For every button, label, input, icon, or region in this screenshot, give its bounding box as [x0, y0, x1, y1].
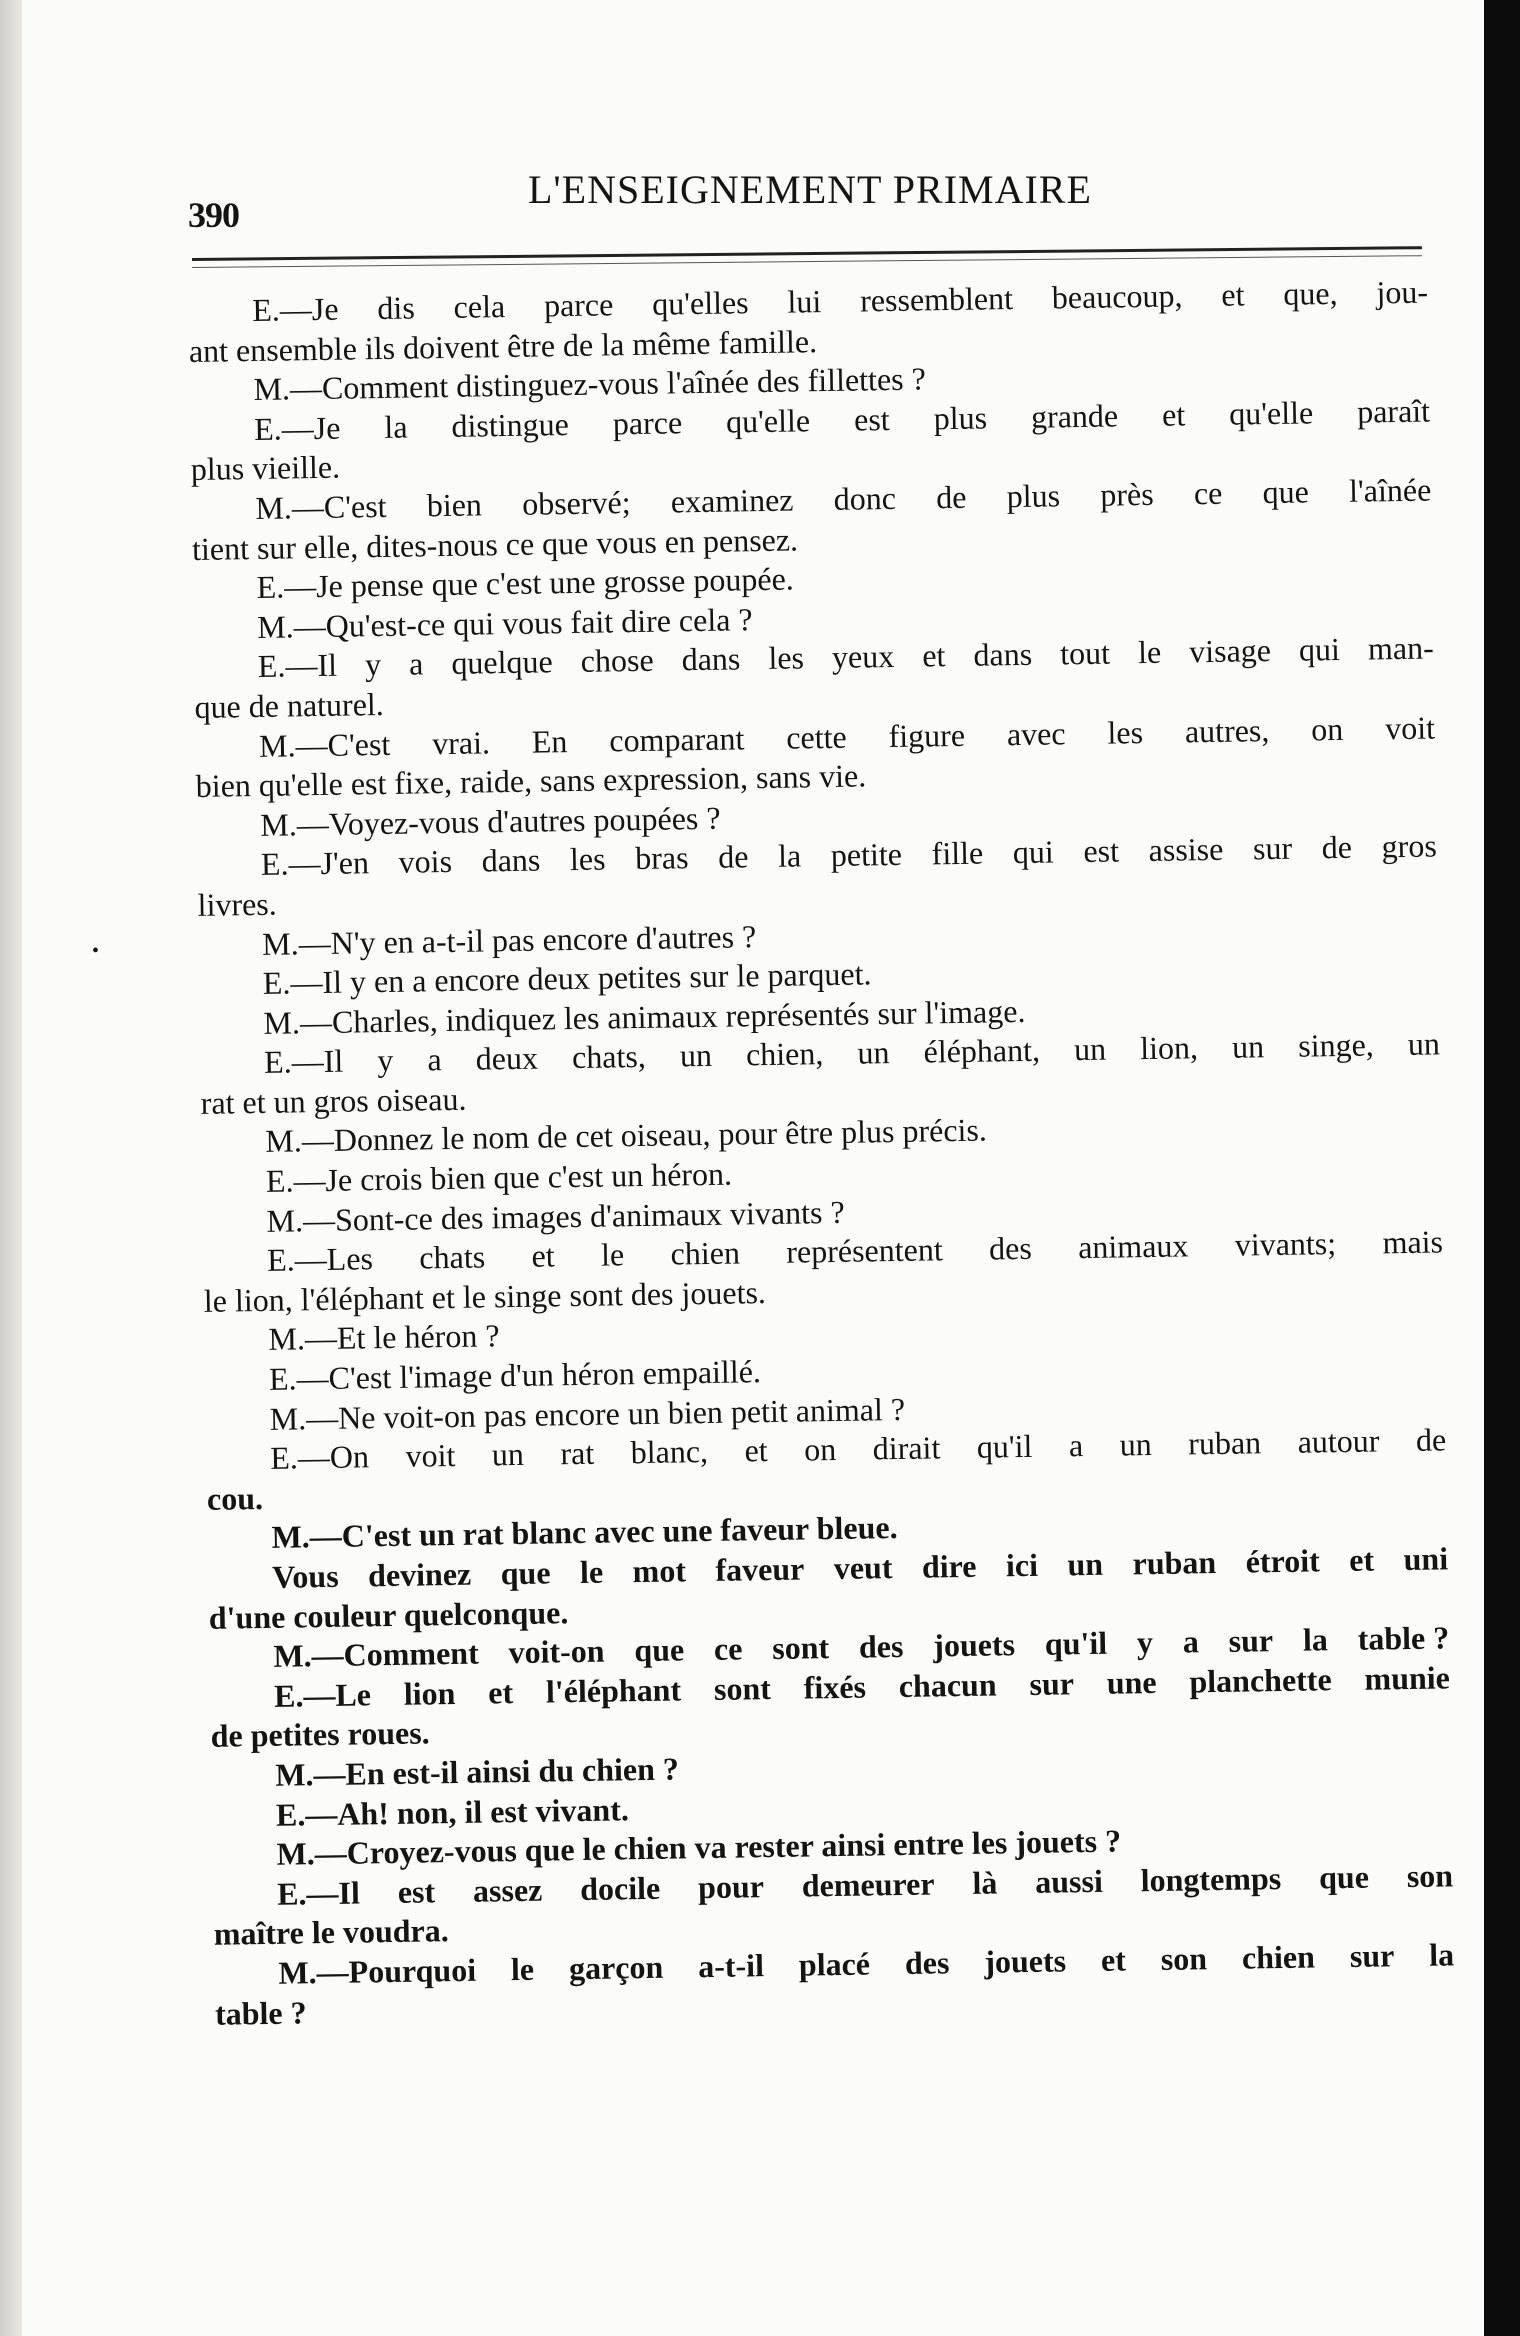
word: vivants;	[1234, 1225, 1337, 1263]
word: des	[988, 1230, 1033, 1267]
word: mais	[1382, 1223, 1444, 1261]
word: y	[377, 1042, 394, 1079]
word: E.—Ah! non, il est vivant.	[275, 1790, 630, 1833]
word: de petites roues.	[210, 1714, 430, 1755]
word: jouets	[984, 1942, 1067, 1980]
word: d'une couleur quelconque.	[208, 1593, 569, 1636]
word: l'aînée	[1348, 471, 1432, 509]
word: la	[1302, 1621, 1329, 1658]
word: M.—Donnez le nom de cet oiseau, pour être plus précis.	[265, 1112, 988, 1160]
word: que	[634, 1631, 685, 1669]
word: sont	[713, 1669, 772, 1707]
word: y	[364, 646, 382, 683]
word: examinez	[670, 481, 794, 520]
word: de	[935, 478, 967, 516]
word: singe,	[1297, 1026, 1375, 1064]
word: M.—Comment distinguez-vous l'aînée des fillettes ?	[253, 360, 927, 408]
word: gros	[1381, 827, 1438, 865]
word: sur	[1252, 830, 1293, 867]
word: cela	[453, 288, 506, 325]
word: chose	[580, 642, 654, 680]
word: M.—Voyez-vous d'autres poupées ?	[260, 799, 721, 843]
word: est	[397, 1873, 436, 1910]
word: chats,	[571, 1038, 647, 1076]
word: vois	[398, 843, 453, 881]
word: Vous	[271, 1557, 339, 1595]
word: M.—N'y en a-t-il pas encore d'autres ?	[261, 917, 757, 962]
word: que de naturel.	[194, 685, 385, 725]
word: près	[1100, 475, 1154, 513]
word: E.—Je	[253, 409, 341, 447]
word: longtemps	[1140, 1859, 1282, 1898]
word: parce	[612, 404, 683, 442]
word: M.—C'est	[258, 725, 391, 764]
word: le lion, l'éléphant et le singe sont des jouets.	[203, 1273, 767, 1319]
word: dire	[921, 1547, 977, 1585]
word: bien	[426, 486, 483, 524]
word: visage	[1188, 632, 1272, 670]
word: plus	[1006, 477, 1061, 515]
word: chien	[670, 1234, 741, 1272]
word: M.—Et le héron ?	[268, 1317, 500, 1358]
word: E.—Les	[266, 1240, 374, 1279]
word: le	[600, 1236, 625, 1273]
word: que,	[1283, 274, 1338, 312]
word: des	[858, 1628, 904, 1665]
word: M.—Sont-ce des images d'animaux vivants ?	[266, 1193, 845, 1239]
word: a	[1068, 1427, 1084, 1464]
word: là	[972, 1864, 998, 1901]
word: qu'elle	[1228, 394, 1314, 432]
word: pour	[697, 1867, 765, 1905]
word: beaucoup,	[1051, 277, 1183, 316]
running-title: L'ENSEIGNEMENT PRIMAIRE	[528, 167, 1092, 212]
word: sur	[1349, 1937, 1395, 1974]
word: devinez	[367, 1555, 472, 1594]
word: et	[531, 1237, 555, 1274]
word: qui	[1298, 631, 1341, 668]
word: chacun	[898, 1666, 997, 1704]
word: ant ensemble ils doivent être de la même famille.	[188, 322, 818, 369]
word: qu'il	[1044, 1624, 1108, 1662]
word: qu'il	[976, 1428, 1033, 1465]
word: jou-	[1376, 273, 1429, 311]
word: assez	[472, 1871, 543, 1909]
word: dans	[481, 841, 541, 879]
word: sur	[1228, 1622, 1274, 1660]
word: étroit	[1245, 1542, 1320, 1580]
word: un	[857, 1034, 890, 1071]
word: M.—Qu'est-ce qui vous fait dire cela ?	[256, 600, 753, 645]
word: figure	[888, 716, 966, 754]
word: E.—C'est l'image d'un héron empaillé.	[268, 1353, 762, 1397]
word: fille	[931, 834, 984, 872]
word: livres.	[197, 885, 277, 923]
word: le	[510, 1950, 535, 1988]
word: M.—En est-il ainsi du chien ?	[275, 1750, 680, 1793]
word: quelque	[451, 643, 553, 682]
word: chats	[419, 1238, 486, 1276]
word: voit	[1384, 709, 1436, 746]
word: de	[1415, 1421, 1447, 1459]
word: bras	[634, 839, 689, 877]
margin-dot: •	[92, 940, 100, 962]
word: assise	[1148, 831, 1224, 869]
word: uni	[1403, 1540, 1449, 1578]
word: un	[1407, 1025, 1441, 1063]
word: le	[579, 1553, 604, 1590]
word: un	[491, 1436, 525, 1473]
word: voit-on	[508, 1632, 605, 1671]
word: E.—Je pense que c'est une grosse poupée.	[256, 560, 795, 606]
word: blanc,	[630, 1433, 709, 1471]
word: E.—Je crois bien que c'est un héron.	[265, 1155, 733, 1199]
word: E.—Il	[276, 1874, 361, 1912]
word: table ?	[1357, 1619, 1450, 1657]
word: dans	[973, 636, 1033, 674]
word: chien,	[745, 1035, 824, 1073]
word: dis	[377, 289, 416, 327]
word: chien	[1241, 1938, 1316, 1976]
word: yeux	[831, 638, 895, 676]
word: plus vieille.	[190, 449, 341, 488]
word: la	[777, 837, 802, 875]
word: les	[768, 639, 805, 677]
word: vrai.	[431, 723, 491, 761]
word: de	[1321, 829, 1353, 866]
word: M.—Ne voit-on pas encore un bien petit animal ?	[269, 1390, 906, 1437]
page-body	[188, 273, 1455, 2034]
word: jouets	[932, 1626, 1016, 1664]
scan-edge-left	[0, 0, 22, 2336]
word: lui	[787, 283, 822, 320]
word: mot	[632, 1552, 687, 1590]
scan-edge-right	[1484, 0, 1520, 2336]
word: planchette	[1189, 1660, 1332, 1700]
word: autres,	[1184, 711, 1270, 749]
word: aussi	[1034, 1862, 1104, 1900]
word: M.—Charles, indiquez les animaux représentés sur l'image.	[263, 992, 1026, 1041]
word: M.—C'est un rat blanc avec une faveur bleue.	[271, 1509, 898, 1556]
word: E.—Le	[273, 1676, 372, 1714]
word: un	[1067, 1545, 1104, 1583]
word: qu'elle	[725, 402, 811, 440]
word: la	[1428, 1936, 1455, 1973]
word: petite	[830, 836, 903, 874]
word: la	[384, 408, 408, 445]
word: M.—Comment	[273, 1634, 479, 1675]
word: un	[1073, 1030, 1107, 1068]
word: et	[1348, 1541, 1375, 1578]
word: ressemblent	[859, 280, 1014, 319]
word: a	[1182, 1623, 1200, 1660]
word: munie	[1364, 1659, 1451, 1697]
word: et	[1161, 396, 1186, 433]
word: est	[1083, 832, 1120, 870]
word: tient sur elle, dites-nous ce que vous en pensez.	[191, 521, 799, 567]
word: qu'elles	[651, 284, 749, 322]
word: cou.	[206, 1479, 264, 1517]
word: sont	[771, 1629, 830, 1667]
word: ici	[1005, 1546, 1039, 1584]
word: un	[1119, 1426, 1152, 1463]
word: ce	[713, 1630, 743, 1668]
word: E.—Je	[252, 290, 339, 328]
word: cette	[785, 718, 847, 756]
word: rat et un gros oiseau.	[200, 1080, 467, 1121]
word: y	[1136, 1624, 1154, 1661]
word: table ?	[214, 1993, 307, 2032]
word: M.—Croyez-vous que le chien va rester ainsi entre les jouets ?	[276, 1822, 1122, 1872]
word: les	[1107, 713, 1144, 751]
word: et	[744, 1432, 768, 1469]
word: son	[1406, 1857, 1454, 1894]
word: man-	[1367, 629, 1434, 667]
word: on	[803, 1431, 837, 1468]
word: demeurer	[801, 1865, 935, 1904]
word: que	[1318, 1858, 1370, 1896]
word: que	[500, 1554, 551, 1592]
word: représentent	[786, 1231, 943, 1270]
word: animaux	[1077, 1227, 1189, 1266]
word: une	[1106, 1663, 1157, 1701]
word: M.—C'est	[255, 487, 387, 526]
word: les	[569, 840, 606, 878]
word: a	[408, 645, 424, 682]
page-header	[188, 166, 1418, 236]
word: un	[679, 1037, 713, 1074]
word: et	[487, 1673, 514, 1711]
word: tout	[1059, 634, 1111, 672]
word: ce	[1193, 474, 1223, 512]
word: bien qu'elle est fixe, raide, sans expression, sans vie.	[195, 757, 867, 805]
word: parce	[543, 286, 614, 324]
word: placé	[798, 1945, 871, 1983]
word: ruban	[1132, 1544, 1217, 1582]
word: grande	[1030, 397, 1119, 435]
word: dirait	[872, 1429, 941, 1467]
word: E.—Il	[263, 1042, 344, 1081]
word: docile	[579, 1869, 661, 1907]
word: et	[922, 637, 946, 674]
word: faveur	[715, 1550, 805, 1588]
word: lion	[403, 1674, 456, 1712]
word: voit	[405, 1437, 456, 1474]
word: fixés	[803, 1668, 867, 1706]
word: a-t-il	[697, 1947, 765, 1985]
word: paraît	[1356, 392, 1431, 430]
word: E.—J'en	[260, 844, 370, 883]
word: de	[717, 838, 749, 876]
word: son	[1160, 1940, 1208, 1977]
word: l'éléphant	[545, 1671, 682, 1710]
word: deux	[475, 1039, 539, 1077]
word: M.—Pourquoi	[278, 1951, 477, 1991]
word: donc	[833, 479, 897, 517]
word: rat	[560, 1434, 595, 1472]
word: ruban	[1187, 1424, 1262, 1462]
word: avec	[1006, 714, 1066, 752]
word: et	[1221, 276, 1245, 313]
word: E.—Il	[257, 647, 338, 685]
word: éléphant,	[923, 1031, 1041, 1070]
word: on	[1310, 710, 1344, 747]
word: que	[1262, 473, 1310, 511]
word: plus	[933, 399, 988, 437]
word: le	[1137, 634, 1162, 671]
word: dans	[681, 640, 741, 678]
word: un	[1231, 1028, 1265, 1065]
word: maître le voudra.	[213, 1912, 449, 1953]
word: veut	[833, 1549, 893, 1587]
word: autour	[1297, 1422, 1380, 1460]
word: et	[1100, 1941, 1127, 1978]
word: est	[853, 400, 890, 438]
word: qui	[1012, 833, 1054, 871]
word: garçon	[568, 1948, 664, 1987]
word: a	[427, 1041, 442, 1078]
word: sur	[1029, 1665, 1075, 1702]
page-number: 390	[188, 195, 239, 235]
word: lion,	[1139, 1029, 1199, 1067]
word: distingue	[451, 405, 570, 444]
word: des	[904, 1944, 950, 1981]
word: E.—Il y en a encore deux petites sur le parquet.	[262, 955, 872, 1002]
word: En	[531, 722, 568, 760]
word: comparant	[609, 719, 745, 758]
word: observé;	[521, 484, 631, 522]
word: E.—On	[270, 1438, 370, 1477]
